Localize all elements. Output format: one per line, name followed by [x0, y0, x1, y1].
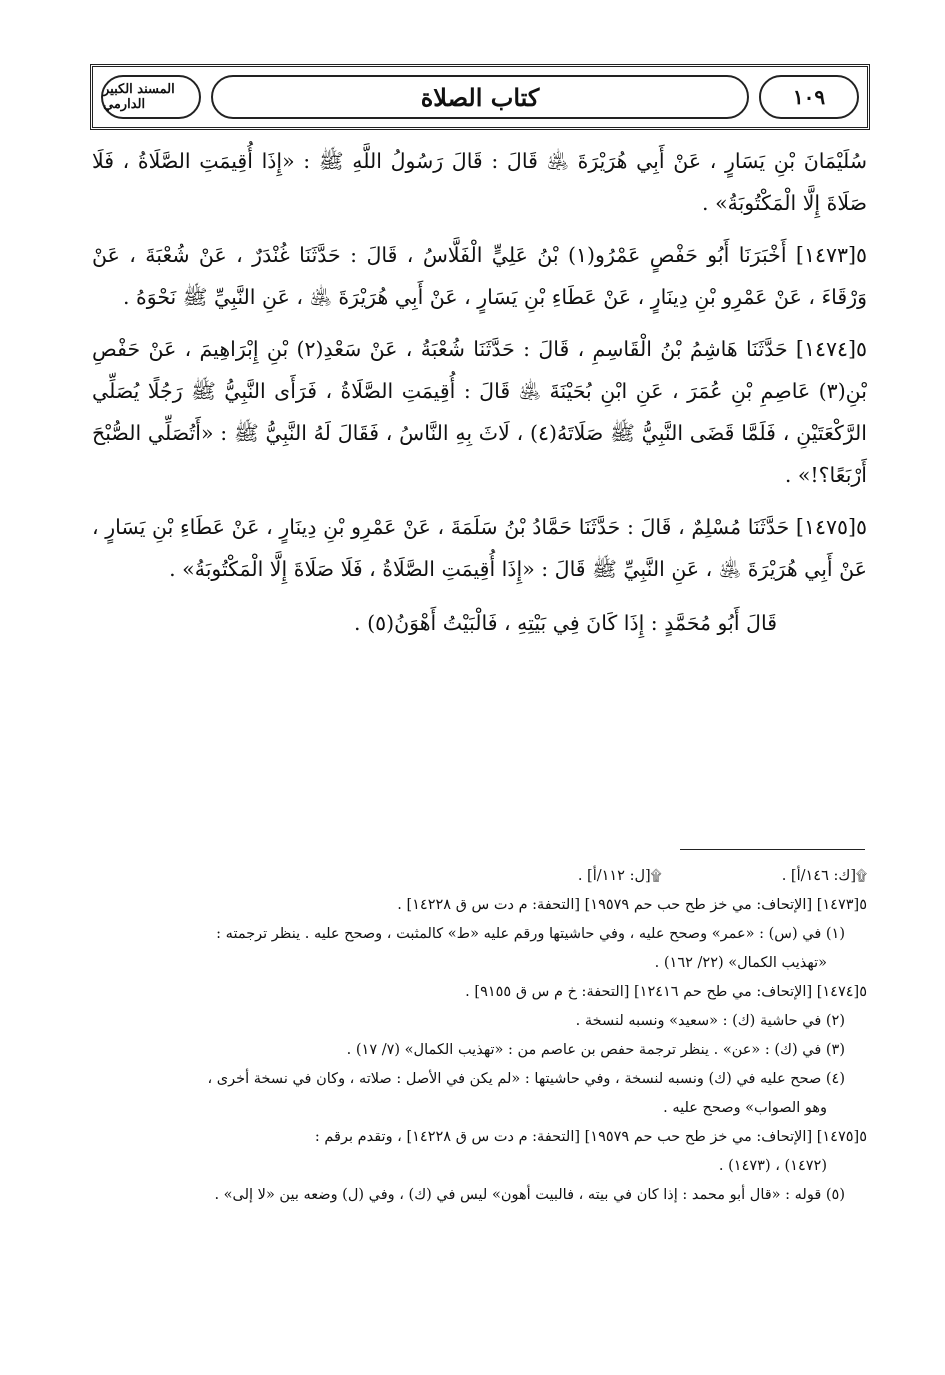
footnote-5: (٥) قوله : «قال أبو محمد : إذا كان في بيته ، فالبيت أهون» ليس في (ك) ، وفي (ل) وضعه بين «لا إلى» . [214, 1187, 845, 1203]
footnote-4-cont: وهو الصواب» وصحح عليه . [663, 1100, 827, 1116]
chapter-title: كتاب الصلاة [211, 75, 749, 119]
hadith-1475: ٥[١٤٧٥] حَدَّثَنَا مُسْلِمٌ ، قَالَ : حَدَّثَنَا حَمَّادُ بْنُ سَلَمَةَ ، عَنْ عَمْرِو بْنِ دِينَارٍ ، عَنْ عَطَاءِ بْنِ يَسَارٍ ، عَنْ أَبِي هُرَيْرَةَ ﵁ ، عَنِ النَّبِيِّ ﷺ قَالَ : «إِذَا أُقِيمَتِ الصَّلَاةُ ، فَلَا صَلَاةَ إِلَّا الْمَكْتُوبَةُ» . [92, 515, 867, 581]
note-1473: ٥[١٤٧٣] [الإتحاف: مي خز طح حب حم ١٩٥٧٩] [التحفة: م دت س ق ١٤٢٢٨] . [397, 897, 867, 913]
abu-muhammad-comment: قَالَ أَبُو مُحَمَّدٍ : إِذَا كَانَ فِي بَيْتِهِ ، فَالْبَيْتُ أَهْوَنُ(٥) . [354, 611, 777, 635]
note-1474: ٥[١٤٧٤] [الإتحاف: مي طح حم ١٢٤١٦] [التحفة: خ م س ق ٩١٥٥] . [465, 984, 867, 1000]
footnote-3: (٣) في (ك) : «عن» . ينظر ترجمة حفص بن عاصم من : «تهذيب الكمال» (٧/ ١٧) . [346, 1042, 845, 1058]
hadith-1474: ٥[١٤٧٤] حَدَّثَنَا هَاشِمُ بْنُ الْقَاسِمِ ، قَالَ : حَدَّثَنَا شُعْبَةُ ، عَنْ سَعْدِ(٢) بْنِ إِبْرَاهِيمَ ، عَنْ حَفْصِ بْنِ(٣) عَاصِمِ بْنِ عُمَرَ ، عَنِ ابْنِ بُحَيْنَةَ ﵁ قَالَ : أُقِيمَتِ الصَّلَاةُ ، فَرَأَى النَّبِيُّ ﷺ رَجُلًا يُصَلِّي الرَّكْعَتَيْنِ ، فَلَمَّا قَضَى النَّبِيُّ ﷺ صَلَاتَهُ(٤) ، لَاثَ بِهِ النَّاسُ ، فَقَالَ لَهُ النَّبِيُّ ﷺ : «أَتُصَلِّي الصُّبْحَ أَرْبَعًا؟!» . [92, 337, 867, 487]
main-text [92, 140, 867, 654]
footnote-2: (٢) في حاشية (ك) : «سعيد» ونسبه لنسخة . [575, 1013, 845, 1029]
book-logo: المسند الكبير الدارمي [101, 75, 201, 119]
note-1475-cont: (١٤٧٢) ، (١٤٧٣) . [718, 1158, 827, 1174]
footnote-4: (٤) صحح عليه في (ك) ونسبه لنسخة ، وفي حاشيتها : «لم يكن في الأصل : صلاته ، وكان في نسخة أخرى ، [207, 1071, 845, 1087]
footnote-1-cont: «تهذيب الكمال» (٢٢/ ١٦٢) . [654, 955, 827, 971]
footnote-divider [680, 849, 865, 850]
note-1475: ٥[١٤٧٥] [الإتحاف: مي خز طح حب حم ١٩٥٧٩] [التحفة: م دت س ق ١٤٢٢٨] ، وتقدم برقم : [314, 1129, 867, 1145]
footnote-1: (١) في (س) : «عمر» وصحح عليه ، وفي حاشيتها ورقم عليه «ط» كالمثبت ، وصحح عليه . ينظر ترجمته : [216, 926, 845, 942]
paragraph-continuation: سُلَيْمَانَ بْنِ يَسَارٍ ، عَنْ أَبِي هُرَيْرَةَ ﵁ قَالَ : قَالَ رَسُولُ اللَّهِ ﷺ : «إِذَا أُقِيمَتِ الصَّلَاةُ ، فَلَا صَلَاةَ إِلَّا الْمَكْتُوبَةُ» . [92, 149, 867, 215]
ref-l: ۩[ل: ١١٢/أ] . [577, 868, 662, 884]
hadith-1473: ٥[١٤٧٣] أَخْبَرَنَا أَبُو حَفْصٍ عَمْرُو(١) بْنُ عَلِيٍّ الْفَلَّاسُ ، قَالَ : حَدَّثَنَا غُنْدَرٌ ، عَنْ شُعْبَةَ ، عَنْ وَرْقَاءَ ، عَنْ عَمْرِو بْنِ دِينَارٍ ، عَنْ عَطَاءِ بْنِ يَسَارٍ ، عَنْ أَبِي هُرَيْرَةَ ﵁ ، عَنِ النَّبِيِّ ﷺ نَحْوَهُ . [92, 243, 867, 309]
manuscript-refs [92, 862, 867, 891]
footnotes [92, 862, 867, 1210]
ref-k: ۩[ك: ١٤٦/أ] . [781, 868, 867, 884]
page-number: ١٠٩ [759, 75, 859, 119]
page-header [90, 64, 870, 130]
